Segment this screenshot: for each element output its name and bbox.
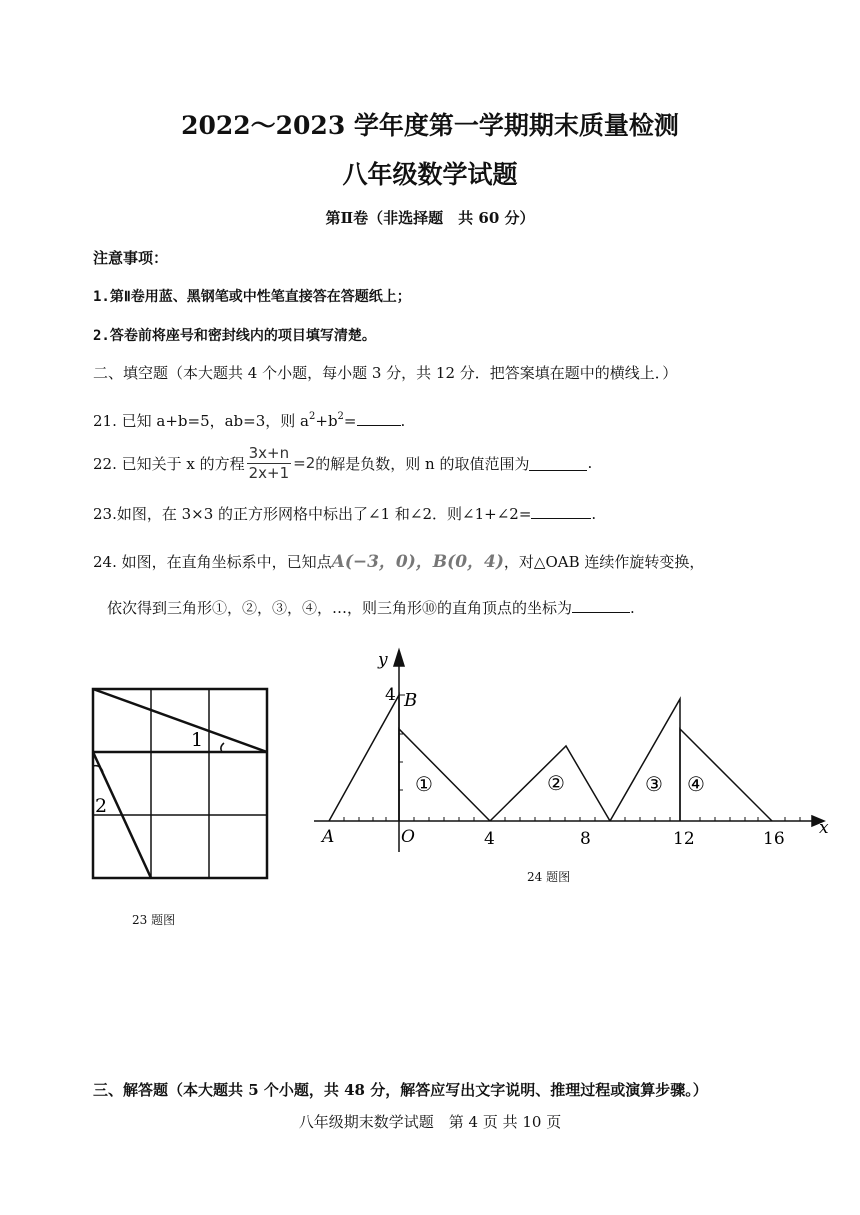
- q21-answer-blank[interactable]: [357, 411, 401, 426]
- x-tick-16: 16: [763, 829, 785, 849]
- q22-end: .: [587, 454, 593, 472]
- note-item-1: 1.第Ⅱ卷用蓝、黑钢笔或中性笔直接答在答题纸上；: [93, 289, 411, 305]
- triangle-3: [610, 699, 680, 821]
- figure-23-grid: [88, 684, 273, 884]
- q22-prefix: 22. 已知关于 x 的方程: [93, 454, 245, 473]
- figure-23-caption: 23 题图: [132, 913, 176, 927]
- exam-subtitle: 八年级数学试题: [342, 160, 518, 189]
- q22-frac-denominator: 2x+1: [248, 463, 290, 482]
- question-21: [93, 410, 405, 431]
- section-title: 第Ⅱ卷（非选择题 共 60 分）: [325, 209, 535, 227]
- exam-title: 2022～2023 学年度第一学期期末质量检测: [181, 111, 679, 140]
- triangle-4-label: ④: [687, 772, 705, 796]
- q24-suffix: ，对△OAB 连续作旋转变换，: [503, 553, 705, 571]
- y-axis-arrow: [394, 650, 404, 666]
- q23-answer-blank[interactable]: [531, 504, 591, 519]
- q21-sup1: 2: [309, 411, 316, 422]
- q24-end: .: [630, 599, 635, 617]
- angle2-label: 2: [95, 795, 108, 817]
- q24-prefix: 24. 如图，在直角坐标系中，已知点: [93, 553, 332, 571]
- angle1-label: 1: [191, 729, 204, 751]
- triangle-1: [399, 729, 490, 821]
- q24-points: A(−3，0)，B(0，4): [331, 552, 504, 572]
- grid-border: [93, 689, 267, 878]
- q21-mid: +b: [315, 412, 338, 430]
- q22-frac-numerator: 3x+n: [248, 443, 290, 462]
- triangle-3-label: ③: [645, 772, 663, 796]
- triangle-2-label: ②: [547, 771, 565, 795]
- q24-line2: 依次得到三角形①，②，③，④，…，则三角形⑩的直角顶点的坐标为: [107, 599, 573, 617]
- point-a-label: A: [322, 827, 335, 847]
- q21-end: .: [400, 412, 406, 430]
- q21-eq: =: [343, 412, 357, 430]
- x-tick-8: 8: [580, 829, 591, 849]
- q23-prefix: 23.如图，在 3×3 的正方形网格中标出了∠1 和∠2．则∠1+∠2=: [93, 505, 532, 523]
- q22-suffix: 的解是负数，则 n 的取值范围为: [315, 454, 530, 473]
- triangle-1-label: ①: [415, 772, 433, 796]
- question-22: [93, 443, 592, 483]
- figure-24-plot: [300, 640, 840, 860]
- page-footer: 八年级期末数学试题 第 4 页 共 10 页: [298, 1113, 562, 1131]
- y-tick-4: 4: [385, 685, 396, 705]
- figure-24-caption: 24 题图: [527, 870, 571, 884]
- question-23: [93, 503, 596, 524]
- triangle-oab: [329, 695, 399, 821]
- point-b-label: B: [404, 690, 418, 711]
- y-axis-label: y: [378, 650, 388, 670]
- part3-heading: 三、解答题（本大题共 5 个小题，共 48 分，解答应写出文字说明、推理过程或演算步骤。）: [93, 1081, 708, 1099]
- part2-heading: 二、填空题（本大题共 4 个小题，每小题 3 分，共 12 分．把答案填在题中的横线上．）: [93, 364, 678, 382]
- notes-heading: 注意事项：: [93, 249, 169, 267]
- q22-fraction: [247, 444, 292, 483]
- origin-label: O: [401, 827, 415, 847]
- question-24: [93, 547, 704, 572]
- q23-end: .: [591, 505, 597, 523]
- angle1-arc: [221, 743, 224, 752]
- q24-answer-blank[interactable]: [572, 598, 630, 613]
- x-tick-4: 4: [484, 829, 495, 849]
- note-item-2: 2.答卷前将座号和密封线内的项目填写清楚。: [93, 328, 376, 344]
- q21-prefix: 21. 已知 a+b=5，ab=3，则 a: [93, 412, 309, 430]
- question-24-line2: [107, 597, 635, 618]
- q21-sup2: 2: [337, 411, 344, 422]
- x-axis-label: x: [819, 818, 829, 838]
- angle1-line: [93, 689, 267, 752]
- q22-frac-eq: =2: [293, 454, 316, 472]
- q22-answer-blank[interactable]: [529, 456, 587, 471]
- x-tick-12: 12: [673, 829, 695, 849]
